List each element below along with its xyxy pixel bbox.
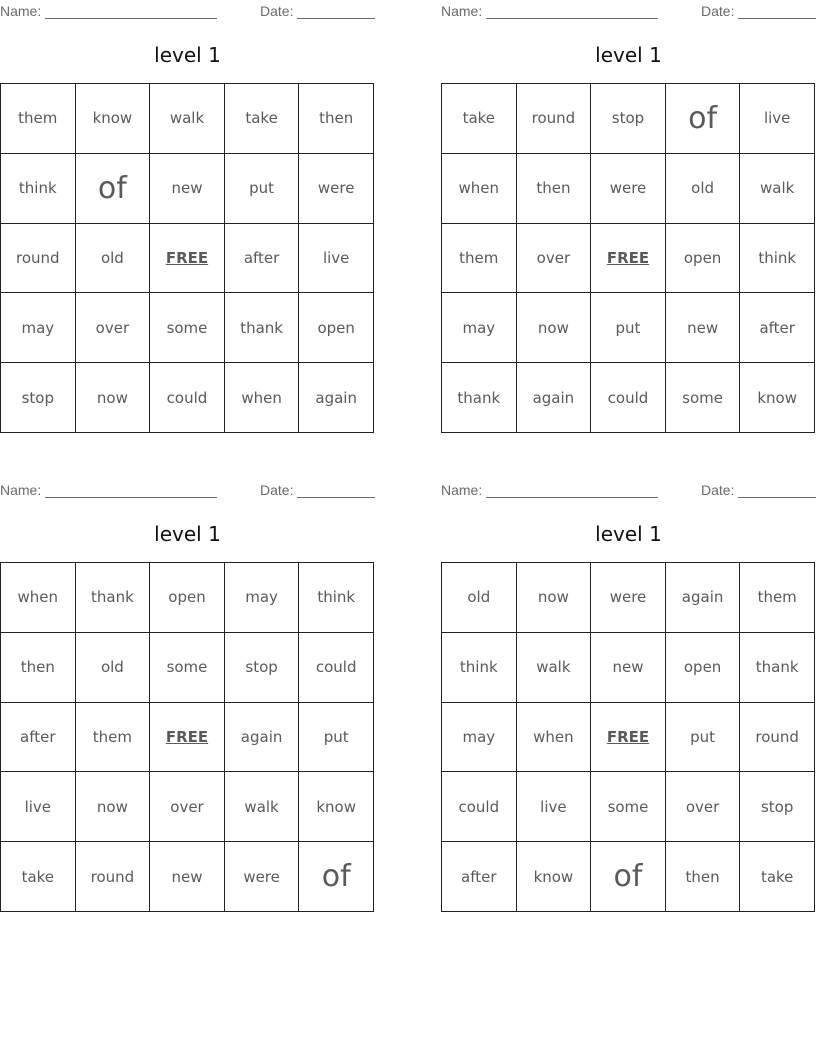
bingo-cell: over: [150, 772, 225, 842]
card-header: [441, 482, 816, 498]
bingo-cell: of: [76, 154, 151, 224]
bingo-cell: may: [1, 293, 76, 363]
bingo-cell: now: [76, 363, 151, 433]
bingo-cell: them: [442, 224, 517, 294]
bingo-cell: know: [299, 772, 374, 842]
bingo-cell: again: [299, 363, 374, 433]
bingo-cell: put: [225, 154, 300, 224]
bingo-cell: when: [1, 563, 76, 633]
bingo-cell: think: [442, 633, 517, 703]
bingo-cell: of: [299, 842, 374, 912]
bingo-cell: put: [666, 703, 741, 773]
bingo-cell: them: [76, 703, 151, 773]
bingo-cell: after: [740, 293, 815, 363]
bingo-cell: again: [225, 703, 300, 773]
bingo-card-4: [441, 479, 816, 911]
bingo-cell: thank: [442, 363, 517, 433]
bingo-grid: [0, 83, 374, 433]
name-blank-line: [45, 484, 217, 498]
bingo-cell: some: [591, 772, 666, 842]
bingo-cell: now: [76, 772, 151, 842]
bingo-cell: walk: [225, 772, 300, 842]
bingo-cell: then: [1, 633, 76, 703]
bingo-cell: old: [666, 154, 741, 224]
bingo-cell: think: [740, 224, 815, 294]
date-label: Date:: [260, 482, 294, 498]
bingo-cell: may: [442, 293, 517, 363]
card-title: level 1: [595, 43, 662, 67]
bingo-cell: when: [225, 363, 300, 433]
free-space-cell: FREE: [591, 224, 666, 294]
card-header: [441, 3, 816, 19]
bingo-cell: live: [517, 772, 592, 842]
bingo-cell: after: [225, 224, 300, 294]
bingo-cell: when: [442, 154, 517, 224]
date-field: [701, 3, 816, 19]
bingo-cell: now: [517, 293, 592, 363]
bingo-cell: may: [225, 563, 300, 633]
card-title: level 1: [154, 43, 221, 67]
bingo-grid: [441, 83, 815, 433]
bingo-cell: take: [1, 842, 76, 912]
bingo-cell: after: [442, 842, 517, 912]
date-blank-line: [297, 484, 375, 498]
bingo-cell: new: [150, 842, 225, 912]
bingo-cell: over: [666, 772, 741, 842]
bingo-cell: were: [591, 154, 666, 224]
bingo-cell: could: [150, 363, 225, 433]
bingo-card-2: [441, 0, 816, 432]
bingo-cell: old: [442, 563, 517, 633]
bingo-cell: live: [299, 224, 374, 294]
name-blank-line: [486, 5, 658, 19]
name-field: [0, 482, 217, 498]
bingo-cell: of: [591, 842, 666, 912]
bingo-cell: again: [517, 363, 592, 433]
bingo-cell: live: [1, 772, 76, 842]
bingo-cell: may: [442, 703, 517, 773]
bingo-cell: some: [666, 363, 741, 433]
bingo-cell: open: [299, 293, 374, 363]
free-space-cell: FREE: [150, 703, 225, 773]
bingo-cell: again: [666, 563, 741, 633]
bingo-cell: then: [666, 842, 741, 912]
name-blank-line: [486, 484, 658, 498]
card-header: [0, 482, 375, 498]
bingo-cell: then: [299, 84, 374, 154]
bingo-cell: were: [299, 154, 374, 224]
bingo-cell: open: [666, 224, 741, 294]
bingo-cell: walk: [150, 84, 225, 154]
name-blank-line: [45, 5, 217, 19]
bingo-cell: over: [517, 224, 592, 294]
bingo-cell: walk: [517, 633, 592, 703]
bingo-cell: when: [517, 703, 592, 773]
bingo-cell: some: [150, 633, 225, 703]
bingo-cell: thank: [76, 563, 151, 633]
bingo-cell: after: [1, 703, 76, 773]
date-field: [260, 3, 375, 19]
free-space-cell: FREE: [591, 703, 666, 773]
date-field: [701, 482, 816, 498]
bingo-cell: open: [150, 563, 225, 633]
bingo-cell: stop: [591, 84, 666, 154]
bingo-cell: new: [150, 154, 225, 224]
bingo-cell: take: [225, 84, 300, 154]
bingo-cell: put: [299, 703, 374, 773]
bingo-cell: stop: [1, 363, 76, 433]
bingo-cell: old: [76, 224, 151, 294]
bingo-cell: put: [591, 293, 666, 363]
bingo-cell: think: [1, 154, 76, 224]
name-label: Name:: [441, 3, 483, 19]
name-field: [441, 482, 658, 498]
date-label: Date:: [701, 3, 735, 19]
date-label: Date:: [260, 3, 294, 19]
bingo-cell: round: [517, 84, 592, 154]
bingo-cell: of: [666, 84, 741, 154]
name-label: Name:: [441, 482, 483, 498]
bingo-cell: new: [666, 293, 741, 363]
bingo-cell: some: [150, 293, 225, 363]
bingo-cell: could: [442, 772, 517, 842]
bingo-cell: could: [591, 363, 666, 433]
bingo-cell: round: [76, 842, 151, 912]
date-label: Date:: [701, 482, 735, 498]
bingo-cell: could: [299, 633, 374, 703]
bingo-cell: round: [740, 703, 815, 773]
bingo-cell: think: [299, 563, 374, 633]
bingo-grid: [0, 562, 374, 912]
name-field: [0, 3, 217, 19]
bingo-cell: over: [76, 293, 151, 363]
bingo-cell: were: [591, 563, 666, 633]
bingo-cell: take: [740, 842, 815, 912]
bingo-cell: them: [740, 563, 815, 633]
bingo-cell: new: [591, 633, 666, 703]
bingo-cell: walk: [740, 154, 815, 224]
bingo-cell: now: [517, 563, 592, 633]
bingo-cell: stop: [740, 772, 815, 842]
date-field: [260, 482, 375, 498]
bingo-card-1: [0, 0, 375, 432]
bingo-cell: round: [1, 224, 76, 294]
bingo-cell: stop: [225, 633, 300, 703]
bingo-cell: then: [517, 154, 592, 224]
bingo-cell: know: [76, 84, 151, 154]
bingo-cell: know: [740, 363, 815, 433]
free-space-cell: FREE: [150, 224, 225, 294]
bingo-grid: [441, 562, 815, 912]
date-blank-line: [738, 484, 816, 498]
bingo-cell: open: [666, 633, 741, 703]
name-field: [441, 3, 658, 19]
name-label: Name:: [0, 482, 42, 498]
bingo-cell: thank: [225, 293, 300, 363]
bingo-card-3: [0, 479, 375, 911]
bingo-cell: were: [225, 842, 300, 912]
card-title: level 1: [595, 522, 662, 546]
bingo-cell: them: [1, 84, 76, 154]
bingo-cell: take: [442, 84, 517, 154]
date-blank-line: [738, 5, 816, 19]
name-label: Name:: [0, 3, 42, 19]
bingo-cell: thank: [740, 633, 815, 703]
card-title: level 1: [154, 522, 221, 546]
card-header: [0, 3, 375, 19]
bingo-cell: live: [740, 84, 815, 154]
bingo-cell: know: [517, 842, 592, 912]
bingo-cell: old: [76, 633, 151, 703]
date-blank-line: [297, 5, 375, 19]
